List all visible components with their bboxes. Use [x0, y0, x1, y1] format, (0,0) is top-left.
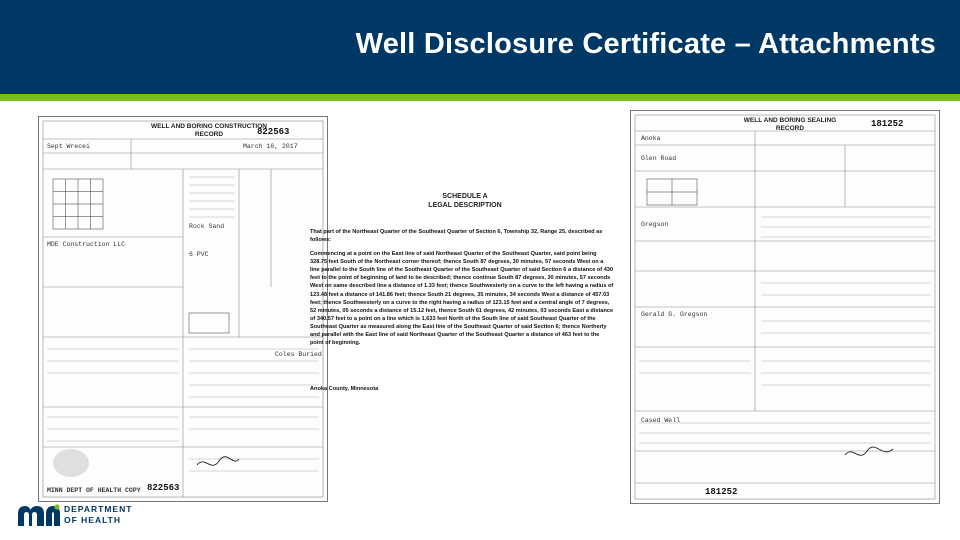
- handwritten-entry: Cased Well: [641, 417, 681, 424]
- sealing-form-grid-lines: [631, 111, 939, 503]
- form-grid-lines: [39, 117, 327, 501]
- footer-copy-label: MINN DEPT OF HEALTH COPY: [47, 487, 141, 494]
- county-line: Anoka County, Minnesota: [310, 386, 379, 392]
- header-accent-stripe: [0, 94, 960, 101]
- schedule-heading: SCHEDULE A: [442, 193, 488, 200]
- sealing-well-number: 181252: [871, 119, 904, 129]
- logo-line-1: DEPARTMENT: [64, 504, 133, 514]
- sealing-form-title: WELL AND BORING SEALING RECORD: [743, 117, 837, 132]
- logo-line-2: OF HEALTH: [64, 514, 122, 525]
- sealing-record-scan: [630, 110, 940, 504]
- construction-record-scan: [38, 116, 328, 502]
- handwritten-entry: Gregson: [641, 221, 669, 228]
- handwritten-entry: Rock Sand: [189, 223, 225, 230]
- handwritten-entry: Gerald G. Gregson: [641, 311, 708, 318]
- handwritten-entry: Coles Buried: [275, 351, 322, 358]
- logo-wordmark: [64, 504, 132, 525]
- legal-description-lead: That part of the Northeast Quarter of the Southeast Quarter of Section 6, Township 32, Range 25, described as follows:: [310, 229, 603, 244]
- handwritten-entry: MDE Construction LLC: [47, 241, 126, 248]
- legal-description-body: Commencing at a point on the East line of said Northeast Quarter of the Southeast Quarter, said point being 328.75 feet South of the Northeast corner thereof; thence South 87 degrees, 30 minutes, 57 seconds West on a line parallel to the South line of the Southeast Quarter of the Southeast Quarter of said Section 6 a distance of 430 feet to the point of beginning of land to be described; thence continue South 87 degrees, 30 minutes, 57 seconds West on same described line a distance of 1.33 feet; thence Southwesterly on a curve to the left having a radius of 123.48 feet a distance of 141.86 feet; thence South 21 degrees, 35 minutes, 34 seconds West a distance of 457.03 feet; thence Southwesterly on a curve to the right having a radius of 123.15 feet and a central angle of 7 degrees, 52 minutes, 05 seconds a distance of 15.12 feet, thence South 61 degrees, 42 minutes, 03 seconds East a distance of 340.57 feet to a point on a line which is 1,633 feet North of the South line of said Southeast Quarter of the Southeast Quarter as measured along the East line of the Southeast Quarter of said Section 6; thence Northerly and parallel with the East line of said Northeast Quarter of the Southeast Quarter a distance of 463 feet to the point of beginning.: [310, 251, 614, 347]
- mn-logo-mark-icon: [18, 504, 60, 526]
- handwritten-entry: Sept Wrecei: [47, 143, 90, 150]
- handwritten-entry: Anoka: [641, 135, 661, 142]
- footer-well-number: 822563: [147, 483, 180, 493]
- page-title: Well Disclosure Certificate – Attachments: [355, 28, 936, 60]
- schedule-subheading: LEGAL DESCRIPTION: [428, 202, 502, 209]
- schedule-a-legal-description: [306, 178, 624, 510]
- handwritten-entry: March 16, 2017: [243, 143, 298, 150]
- handwritten-entry: 6 PVC: [189, 251, 209, 258]
- handwritten-entry: Glen Road: [641, 155, 677, 162]
- construction-form-title: WELL AND BORING CONSTRUCTION RECORD: [151, 123, 267, 138]
- construction-well-number: 822563: [257, 127, 290, 137]
- mn-department-of-health-logo: [18, 504, 158, 528]
- sealing-footer-number: 181252: [705, 487, 738, 497]
